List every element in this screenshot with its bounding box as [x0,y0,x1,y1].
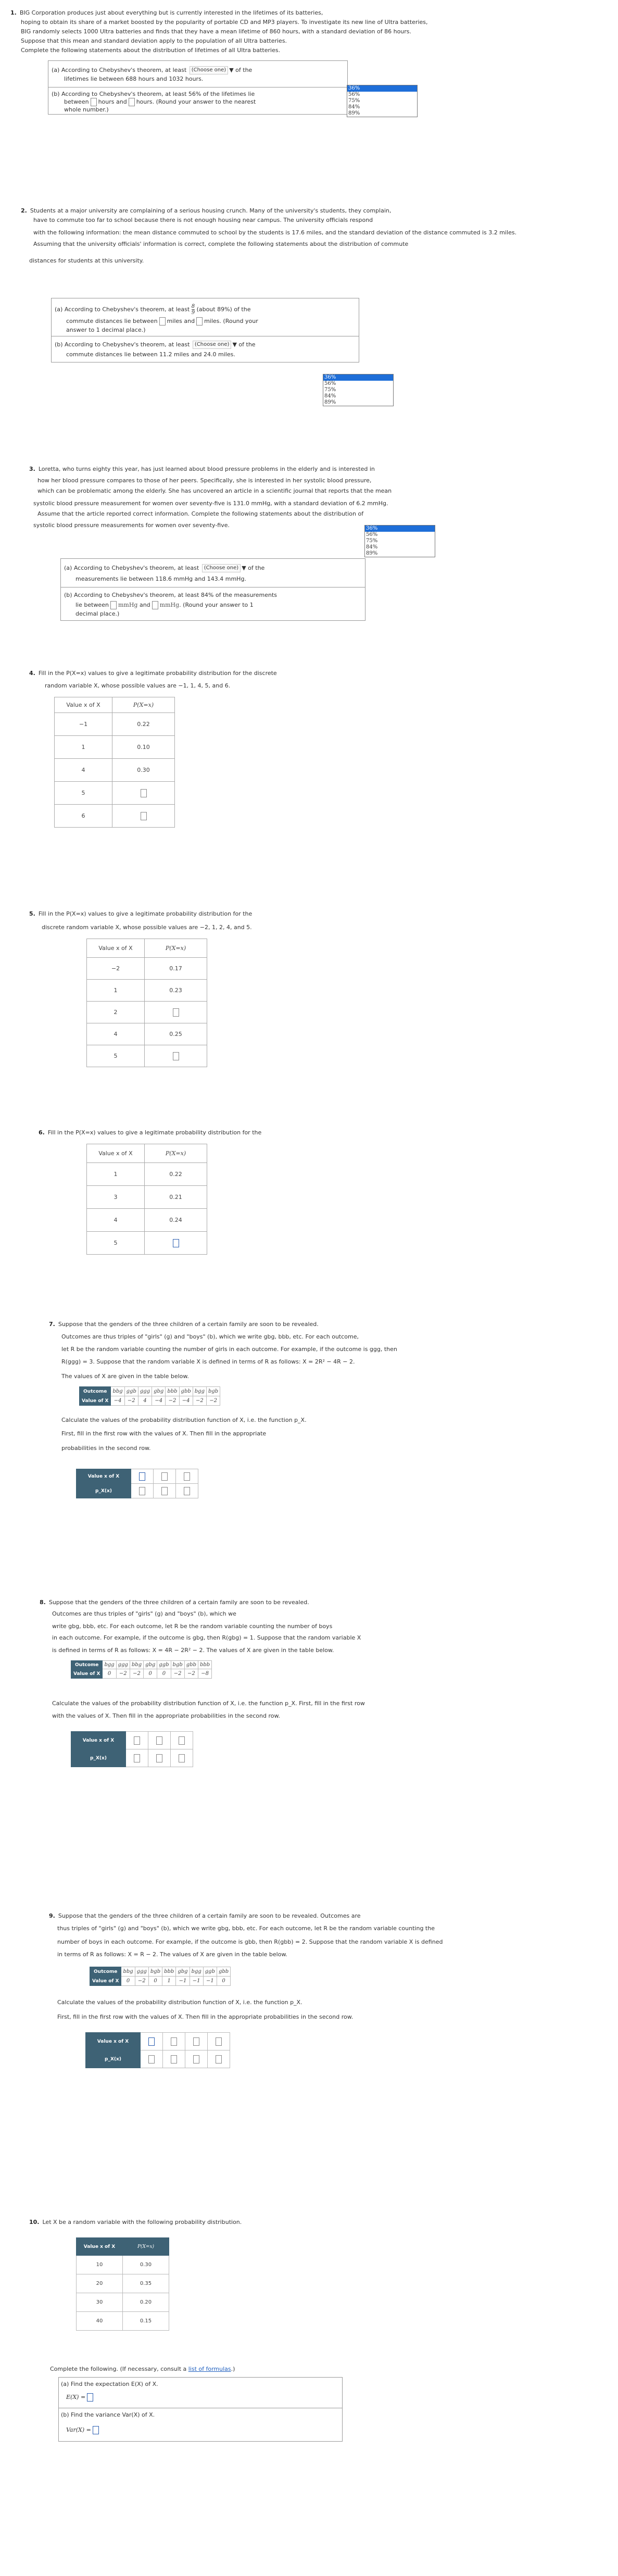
value-cell: 0 [103,1669,116,1679]
question-text: Fill in the P(X=x) values to give a legitimate probability distribution for the [47,1129,262,1136]
question-text: discrete random variable X, whose possible values are −2, 1, 2, 4, and 5. [42,924,252,931]
part-a [61,559,365,587]
variance-label: Var(X) = [66,2427,91,2433]
dropdown-option[interactable]: 89% [366,551,378,556]
table-row [87,1186,207,1209]
table-row [55,759,175,782]
p-cell[interactable] [145,1232,207,1255]
chevron-down-icon[interactable]: ▼ [242,565,246,571]
x-value-input[interactable] [148,2037,155,2046]
p-cell: 0.15 [123,2312,169,2331]
question-number: 4. [29,670,35,677]
column-header: P(X=x) [145,1144,207,1163]
question-number: 8. [40,1599,46,1606]
value-cell: −2 [135,1977,148,1986]
part-a-text: lifetimes lie between 688 hours and 1032 hours. [64,76,204,82]
question-text: with the values of X. Then fill in the appropriate probabilities in the second row. [52,1712,280,1719]
probability-input[interactable] [139,1487,145,1495]
pmf-table [71,1731,193,1767]
outcome-cell: bbg [121,1967,135,1977]
table-row [87,1163,207,1186]
probability-input[interactable] [173,1052,179,1060]
question-text: how her blood pressure compares to those of her peers. Specifically, she is interested in her systolic blood pressure, [37,477,372,484]
x-cell: −1 [55,713,112,736]
outcome-cell: bgb [148,1967,162,1977]
question-text: Complete the following. (If necessary, consult a [50,2366,187,2372]
value-cell: 0 [144,1669,157,1679]
question-text: thus triples of "girls" (g) and "boys" (b), which we write gbg, bbb, etc. For each outcome, let R be the random variable counting the [57,1925,435,1932]
x-value-input[interactable] [179,1736,185,1745]
question-text: Calculate the values of the probability distribution function of X, i.e. the function p_X. First, fill in the first row [52,1700,365,1707]
part-a-text: commute distances lie between [66,318,158,324]
outcome-cell: ggb [203,1967,217,1977]
part-a-text: of the [248,565,265,571]
lower-hours-input[interactable] [91,98,97,106]
dropdown-option[interactable]: 36% [347,85,417,92]
column-header: P(X=x) [112,697,175,713]
question-text: in terms of R as follows: X = R − 2. The values of X are given in the table below. [57,1951,287,1958]
x-cell: 10 [77,2256,123,2274]
dropdown-option[interactable]: 89% [324,399,336,405]
part-b-text: decimal place.) [75,610,120,617]
part-a-text: miles. (Round your [204,318,258,324]
outcome-cell: gbb [179,1387,193,1396]
x-value-input[interactable] [216,2037,222,2046]
outcome-cell: gbg [176,1967,190,1977]
part-b: (b) According to Chebyshev's theorem, at least 84% of the measurements lie between mmHg and mmHg. (Round your answer to 1 decimal place.) [64,592,277,617]
question-text: Complete the following statements about the distribution of lifetimes of all Ultra batteries. [21,47,281,54]
x-cell: 4 [55,759,112,782]
outcome-cell: ggb [124,1387,138,1396]
part-b-text: (b) According to Chebyshev's theorem, at least 56% of the lifetimes lie [52,91,255,97]
question-text: Students at a major university are complaining of a serious housing crunch. Many of the university's students, they complain, [30,207,392,214]
x-value-input[interactable] [139,1472,145,1481]
value-cell: −4 [111,1396,124,1406]
question-text: distances for students at this university. [29,257,144,264]
expectation-label: E(X) = [66,2394,86,2400]
table-row [55,736,175,759]
question-number: 7. [49,1321,55,1328]
unit-text: mmHg [118,602,138,608]
value-cell: −4 [152,1396,166,1406]
x-cell: 5 [55,782,112,805]
question-text: Outcomes are thus triples of "girls" (g) and "boys" (b), which we write gbg, bbb, etc. For each outcome, [61,1333,359,1340]
variance-input[interactable] [93,2426,99,2434]
part-a-text: measurements lie between 118.6 mmHg and 143.4 mmHg. [75,576,246,582]
part-a-text: miles and [167,318,195,324]
part-a [59,2378,342,2408]
value-cell: 0 [121,1977,135,1986]
dropdown-option[interactable]: 56% [366,532,378,537]
question-number: 1. [10,9,17,16]
part-b [48,87,347,114]
probability-input[interactable] [134,1754,140,1762]
row-header: Outcome [90,1967,121,1977]
table-row [87,958,207,980]
outcome-cell: bgb [171,1661,184,1669]
dropdown-option[interactable]: 75% [348,98,360,104]
question-text: have to commute too far to school because there is not enough housing near campus. The university officials respond [33,217,373,223]
value-cell: 0 [157,1669,171,1679]
part-a-text: (a) According to Chebyshev's theorem, at least [64,565,199,571]
outcome-cell: bgg [103,1661,116,1669]
outcome-cell: bgg [190,1967,203,1977]
x-value-input[interactable] [171,2037,177,2046]
x-cell: 40 [77,2312,123,2331]
dropdown-option[interactable]: 84% [348,104,360,110]
percent-dropdown-list[interactable] [323,374,394,406]
question-text: BIG randomly selects 1000 Ultra batteries and finds that they have a mean lifetime of 860 hours, with a standard deviation of 86 hours. [21,28,412,35]
value-cell: −1 [190,1977,203,1986]
x-value-input[interactable] [193,2037,199,2046]
chevron-down-icon[interactable]: ▼ [232,341,237,348]
question-text: First, fill in the first row with the values of X. Then fill in the appropriate probabilities in the second row. [57,2014,354,2020]
value-cell: −1 [176,1977,190,1986]
pmf-table [76,1469,198,1498]
expectation-input[interactable] [87,2393,93,2402]
part-b-text: (b) According to Chebyshev's theorem, at least 84% of the measurements [64,592,277,598]
question-text: Outcomes are thus triples of "girls" (g) and "boys" (b), which we [52,1610,236,1617]
p-cell[interactable] [112,782,175,805]
outcome-cell: gbb [184,1661,198,1669]
outcome-table [79,1386,220,1406]
outcome-cell: bbb [198,1661,211,1669]
p-cell: 0.20 [123,2293,169,2312]
probability-input[interactable] [161,1487,168,1495]
question-text: hoping to obtain its share of a market boosted by the popularity of portable CD and MP3 players. To investigate its new line of Ultra batteries, [21,19,428,26]
outcome-cell: gbg [152,1387,166,1396]
p-cell: 0.35 [123,2274,169,2293]
x-cell: 20 [77,2274,123,2293]
probability-input[interactable] [184,1487,190,1495]
table-row [55,782,175,805]
question-text: probabilities in the second row. [61,1445,151,1452]
outcome-cell: ggb [157,1661,171,1669]
value-cell: −2 [206,1396,220,1406]
row-header: Value x of X [71,1732,126,1749]
question-text: Fill in the P(X=x) values to give a legitimate probability distribution for the discrete [38,670,277,677]
outcome-cell: ggg [135,1967,148,1977]
question-text: is defined in terms of R as follows: X = 4R − 2R² − 2. The values of X are given in the table below. [52,1647,334,1654]
p-cell: 0.17 [145,958,207,980]
value-cell: 0 [217,1977,230,1986]
probability-table [54,697,175,828]
column-header: P(X=x) [145,939,207,958]
percent-select[interactable]: (Choose one) [202,564,241,572]
part-b-text: hours and [98,98,127,105]
outcome-cell: ggg [138,1387,152,1396]
x-cell: 6 [55,805,112,828]
value-cell: −1 [203,1977,217,1986]
column-header: Value x of X [77,2238,123,2256]
probability-input[interactable] [179,1754,185,1762]
question-text: R(ggg) = 3. Suppose that the random variable X is defined in terms of R as follows: X = 2R² − 4R − 2. [61,1358,355,1365]
p-cell[interactable] [145,1002,207,1023]
table-row [77,2293,169,2312]
row-header: Value x of X [86,2033,141,2050]
part-a-text: (a) According to Chebyshev's theorem, at least [55,306,190,313]
x-cell: 2 [87,1002,145,1023]
x-cell: 5 [87,1045,145,1067]
value-cell: −2 [171,1669,184,1679]
p-cell: 0.30 [112,759,175,782]
question-text: systolic blood pressure measurements for women over seventy-five. [33,522,230,529]
table-row [77,2312,169,2331]
question-text: Loretta, who turns eighty this year, has just learned about blood pressure problems in the elderly and is interested in [38,466,375,472]
percent-dropdown-list[interactable] [347,85,418,117]
x-value-input[interactable] [184,1472,190,1481]
part-b-text: between [64,98,89,105]
part-b-text: whole number.) [64,106,109,113]
row-header: Outcome [80,1387,111,1396]
outcome-cell: bgg [193,1387,206,1396]
row-header: p_X(x) [77,1484,131,1498]
value-cell: −8 [198,1669,211,1679]
part-a [48,61,347,87]
outcome-table [90,1967,231,1986]
percent-select[interactable]: (Choose one) [190,66,229,74]
value-cell: 4 [138,1396,152,1406]
table-row [55,805,175,828]
question-text: which can be problematic among the elderly. She has uncovered an article in a scientific journal that reports that the mean [37,487,392,494]
probability-input[interactable] [216,2055,222,2064]
table-row [87,980,207,1002]
question-text: Assume that the article reported correct information. Complete the following statements about the distribution of [37,510,364,517]
part-b-text: hours. (Round your answer to the nearest [136,98,256,105]
question-text: with the following information: the mean distance commuted to school by the students is 17.6 miles, and the standard deviation of the distance commuted is 3.2 miles. [33,229,517,236]
outcome-cell: gbb [217,1967,230,1977]
part-a-text: of the [235,67,253,73]
pmf-table [85,2032,230,2068]
dropdown-option[interactable]: 75% [324,387,336,393]
x-cell: 1 [87,980,145,1002]
p-cell: 0.24 [145,1209,207,1232]
question-text: let R be the random variable counting the number of girls in each outcome. For example, if the outcome is ggg, then [61,1346,397,1353]
column-header: Value x of X [87,939,145,958]
answer-box [48,60,348,115]
probability-input[interactable] [141,789,147,797]
row-header: Value of X [90,1977,121,1986]
percent-dropdown-list[interactable] [364,525,435,557]
part-b-text: (Round your answer to 1 [183,602,254,608]
value-cell: −2 [166,1396,179,1406]
fraction: $\frac{8}{9}$ [191,304,195,316]
row-header: Outcome [71,1661,103,1669]
part-b-text: (b) Find the variance Var(X) of X. [61,2411,155,2418]
answer-box [51,298,359,362]
part-b [59,2408,342,2441]
table-row [77,2274,169,2293]
dropdown-option[interactable]: 56% [324,381,336,386]
lower-mmhg-input[interactable] [110,601,117,609]
row-header: Value x of X [77,1469,131,1484]
table-row [87,1209,207,1232]
upper-miles-input[interactable] [196,317,203,326]
table-row [87,1023,207,1045]
question-text: Assuming that the university officials' information is correct, complete the following statements about the distribution of commute [33,241,409,247]
value-cell: −4 [179,1396,193,1406]
question-text: Calculate the values of the probability distribution function of X, i.e. the function p_X. [61,1417,307,1423]
value-cell: −2 [184,1669,198,1679]
p-cell: 0.22 [145,1163,207,1186]
part-b-text: lie between [75,602,109,608]
dropdown-option[interactable]: 84% [324,393,336,399]
x-cell: 30 [77,2293,123,2312]
value-cell: 1 [162,1977,176,1986]
dropdown-option[interactable]: 56% [348,92,360,97]
dropdown-option[interactable]: 36% [365,526,435,532]
p-cell: 0.23 [145,980,207,1002]
formulas-link[interactable]: list of formulas [188,2366,231,2372]
question-number: 9. [49,1912,55,1919]
probability-input[interactable] [141,812,147,820]
part-a-text: (a) Find the expectation E(X) of X. [61,2381,158,2387]
question-text: random variable X, whose possible values are −1, 1, 4, 5, and 6. [45,682,231,689]
outcome-cell: bbg [130,1661,143,1669]
part-a [52,298,359,336]
lower-miles-input[interactable] [159,317,166,326]
p-cell[interactable] [112,805,175,828]
outcome-cell: bbb [166,1387,179,1396]
part-a-text: (a) According to Chebyshev's theorem, at least [52,67,187,73]
question-text: systolic blood pressure measurement for women over seventy-five is 131.0 mmHg, with a standard deviation of 6.2 mmHg. [33,500,388,507]
table-row [55,713,175,736]
unit-text: mmHg [159,602,180,608]
question-text: BIG Corporation produces just about everything but is currently interested in the lifetimes of its batteries, [19,9,323,16]
probability-table [86,1144,207,1255]
probability-input[interactable] [156,1754,162,1762]
dropdown-option[interactable]: 36% [323,374,393,381]
question-number: 2. [21,207,27,214]
part-b [52,336,359,362]
p-cell: 0.21 [145,1186,207,1209]
part-b-text: of the [238,341,256,348]
row-header: p_X(x) [71,1749,126,1767]
value-cell: −2 [124,1396,138,1406]
percent-select[interactable]: (Choose one) [193,341,232,349]
x-cell: 4 [87,1209,145,1232]
question-number: 6. [39,1129,45,1136]
row-header: p_X(x) [86,2050,141,2068]
part-a-text: (about 89%) of the [196,306,251,313]
outcome-cell: gbg [144,1661,157,1669]
question-text: Let X be a random variable with the following probability distribution. [42,2219,242,2225]
question-text: write gbg, bbb, etc. For each outcome, let R be the random variable counting the number of boys [52,1623,333,1630]
x-cell: 3 [87,1186,145,1209]
table-row [87,1232,207,1255]
p-cell: 0.30 [123,2256,169,2274]
x-value-input[interactable] [161,1472,168,1481]
outcome-cell: ggg [116,1661,130,1669]
value-cell: −2 [193,1396,206,1406]
table-row [87,1002,207,1023]
question-text: Suppose that the genders of the three children of a certain family are soon to be revealed. Outcomes are [58,1912,361,1919]
question-text: Suppose that the genders of the three children of a certain family are soon to be revealed. [48,1599,309,1606]
answer-box [58,2377,343,2442]
p-cell: 0.25 [145,1023,207,1045]
probability-input[interactable] [173,1008,179,1017]
question-text: Fill in the P(X=x) values to give a legitimate probability distribution for the [38,910,253,917]
x-cell: −2 [87,958,145,980]
row-header: Value of X [80,1396,111,1406]
part-b-text: and [139,602,150,608]
question-text: Suppose that the genders of the three children of a certain family are soon to be revealed. [58,1321,319,1328]
question-number: 3. [29,466,35,472]
row-header: Value of X [71,1669,103,1679]
p-cell[interactable] [145,1045,207,1067]
x-value-input[interactable] [156,1736,162,1745]
x-cell: 1 [87,1163,145,1186]
upper-mmhg-input[interactable] [152,601,158,609]
probability-input[interactable] [171,2055,177,2064]
column-header: P(X=x) [123,2238,169,2256]
question-text: in each outcome. For example, if the outcome is gbg, then R(gbg) = 1. Suppose that the random variable X [52,1634,361,1641]
question-text: number of boys in each outcome. For example, if the outcome is gbb, then R(gbb) = 2. Suppose that the random variable X is defined [57,1939,443,1945]
dropdown-option[interactable]: 75% [366,538,378,544]
probability-table [86,939,207,1067]
question-text: The values of X are given in the table below. [61,1373,189,1380]
x-value-input[interactable] [134,1736,140,1745]
part-b-text: (b) According to Chebyshev's theorem, at least [55,341,190,348]
outcome-table [71,1660,212,1679]
probability-input[interactable] [148,2055,155,2064]
value-cell: 0 [148,1977,162,1986]
table-row [77,2256,169,2274]
probability-input[interactable] [173,1239,179,1247]
table-row [87,1045,207,1067]
question-text: First, fill in the first row with the values of X. Then fill in the appropriate [61,1430,267,1437]
dropdown-option[interactable]: 84% [366,544,378,550]
outcome-cell: bbg [111,1387,124,1396]
p-cell: 0.10 [112,736,175,759]
probability-table [76,2237,169,2331]
column-header: Value x of X [87,1144,145,1163]
probability-input[interactable] [193,2055,199,2064]
outcome-cell: bbb [162,1967,176,1977]
upper-hours-input[interactable] [129,98,135,106]
question-number: 5. [29,910,35,917]
value-cell: −2 [130,1669,143,1679]
x-cell: 1 [55,736,112,759]
x-cell: 5 [87,1232,145,1255]
chevron-down-icon[interactable]: ▼ [229,67,234,73]
question-text: Suppose that this mean and standard deviation apply to the population of all Ultra batteries. [21,37,287,44]
question-text: Calculate the values of the probability distribution function of X, i.e. the function p_X. [57,1999,302,2006]
outcome-cell: bgb [206,1387,220,1396]
answer-box [60,558,365,621]
dropdown-option[interactable]: 89% [348,110,360,116]
value-cell: −2 [116,1669,130,1679]
question-number: 10. [29,2219,40,2225]
part-b-text: commute distances lie between 11.2 miles and 24.0 miles. [66,351,235,358]
p-cell: 0.22 [112,713,175,736]
column-header: Value x of X [55,697,112,713]
x-cell: 4 [87,1023,145,1045]
part-a-text: answer to 1 decimal place.) [66,327,146,333]
